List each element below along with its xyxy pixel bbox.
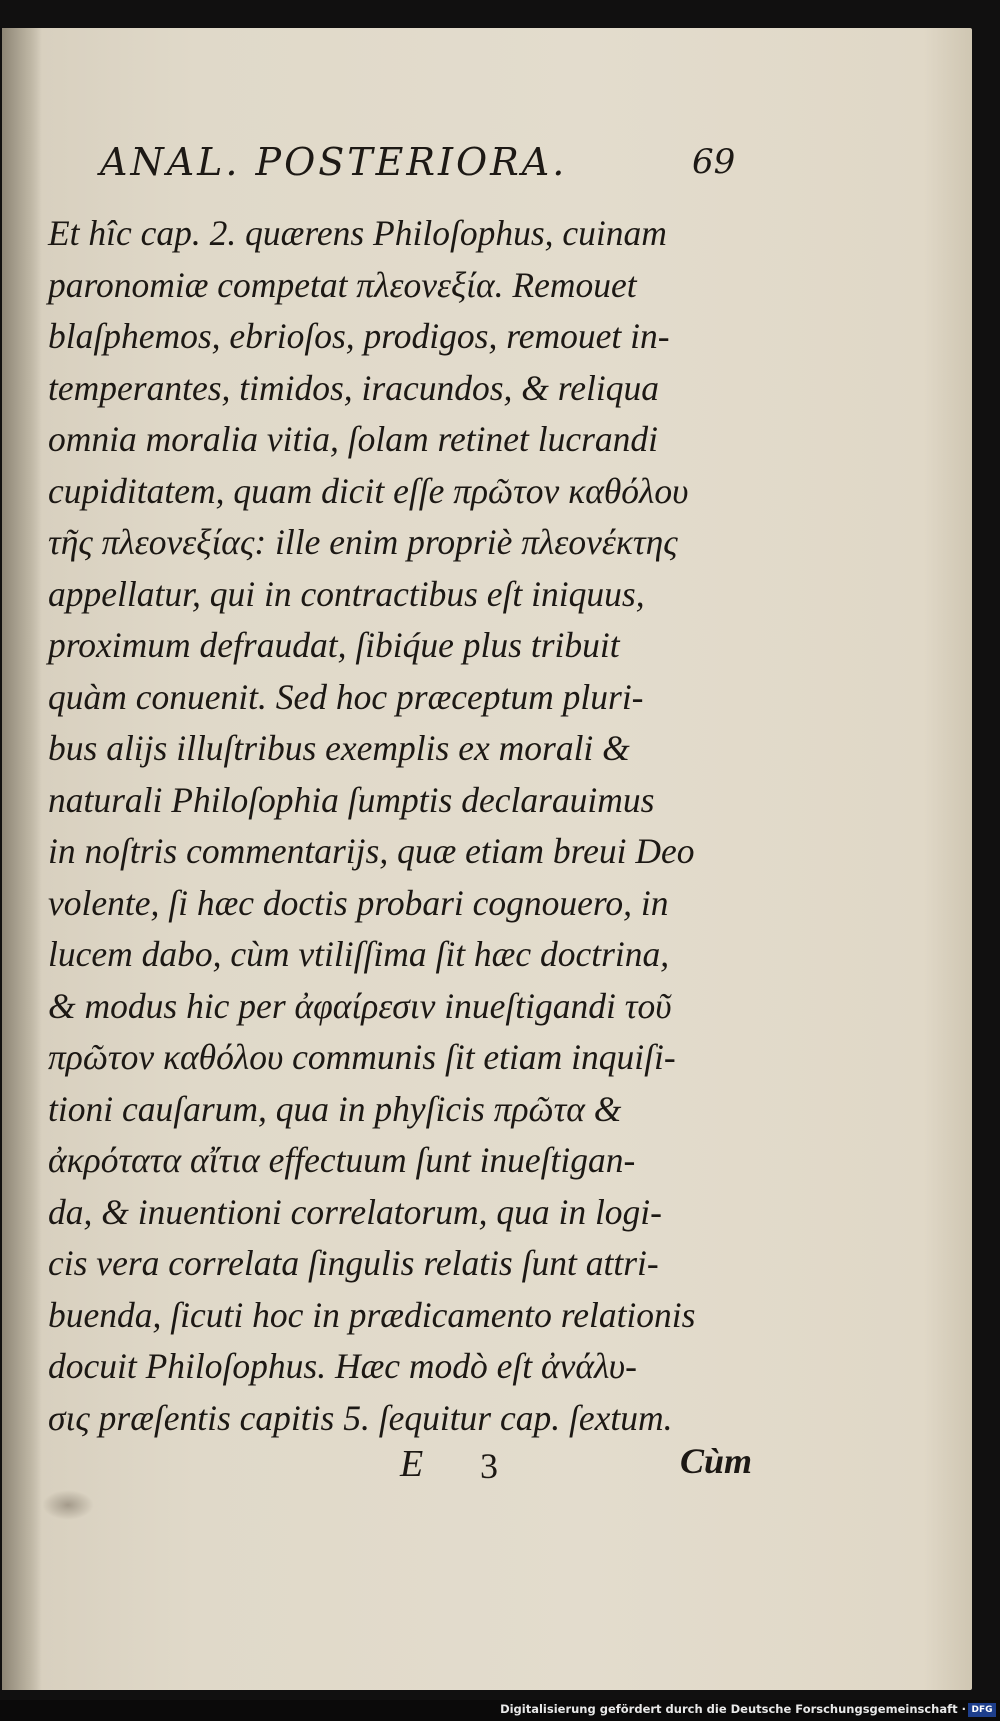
page-number: 69 — [692, 142, 736, 182]
running-head: ANAL. POSTERIORA. — [100, 140, 568, 184]
text-line-3: blaſphemos, ebrioſos, prodigos, remouet in- — [48, 316, 670, 356]
text-line-15: lucem dabo, cùm vtiliſſima ſit hæc doctrina, — [48, 934, 670, 974]
funding-credit: Digitalisierung gefördert durch die Deutsche Forschungsgemeinschaft · — [500, 1702, 966, 1716]
text-line-18: tioni cauſarum, qua in phyſicis πρῶτα & — [48, 1088, 622, 1129]
text-line-1: Et hîc cap. 2. quærens Philoſophus, cuinam — [48, 213, 667, 253]
dfg-logo-icon: DFG — [968, 1703, 996, 1717]
text-line-14: volente, ſi hæc doctis probari cognouero, in — [48, 882, 669, 923]
text-line-20: da, & inuentioni correlatorum, qua in logi- — [48, 1191, 662, 1232]
text-line-10: quàm conuenit. Sed hoc præceptum pluri- — [48, 676, 644, 717]
text-line-22: buenda, ſicuti hoc in prædicamento relationis — [48, 1294, 696, 1335]
signature-number: 3 — [480, 1446, 498, 1486]
text-line-12: naturali Philoſophia ſumptis declarauimus — [48, 779, 655, 820]
catchword: Cùm — [680, 1441, 753, 1481]
text-line-23: docuit Philoſophus. Hæc modò eſt ἀνάλυ- — [48, 1346, 637, 1386]
text-line-9: proximum defraudat, ſibiq́ue plus tribuit — [48, 625, 620, 665]
text-line-13: in noſtris commentarijs, quæ etiam breui Deo — [48, 831, 695, 871]
body-text — [48, 208, 758, 1444]
page-gutter — [2, 28, 42, 1690]
signature-mark: E — [400, 1443, 424, 1485]
text-line-8: appellatur, qui in contractibus eſt iniquus, — [48, 573, 645, 614]
text-line-24: σις præſentis capitis 5. ſequitur cap. ſextum. — [48, 1397, 673, 1438]
text-line-5: omnia moralia vitia, ſolam retinet lucrandi — [48, 419, 659, 459]
ink-smudge — [42, 1490, 94, 1520]
text-line-2: paronomiæ competat πλεονεξία. Remouet — [48, 264, 637, 305]
text-line-4: temperantes, timidos, iracundos, & reliqua — [48, 367, 660, 408]
text-line-19: ἀκρότατα αἴτια effectuum ſunt inueſtigan- — [48, 1140, 636, 1180]
text-line-17: πρῶτον καθόλου communis ſit etiam inquiſi- — [48, 1037, 676, 1077]
text-line-11: bus alijs illuſtribus exemplis ex morali & — [48, 728, 630, 768]
text-line-16: & modus hic per ἀφαίρεσιν inueſtigandi τοῦ — [48, 985, 672, 1026]
text-line-6: cupiditatem, quam dicit eſſe πρῶτον καθόλου — [48, 470, 689, 511]
text-line-7: τῆς πλεονεξίας: ille enim propriè πλεονέκτης — [48, 522, 678, 562]
text-line-21: cis vera correlata ſingulis relatis ſunt attri- — [48, 1243, 659, 1283]
